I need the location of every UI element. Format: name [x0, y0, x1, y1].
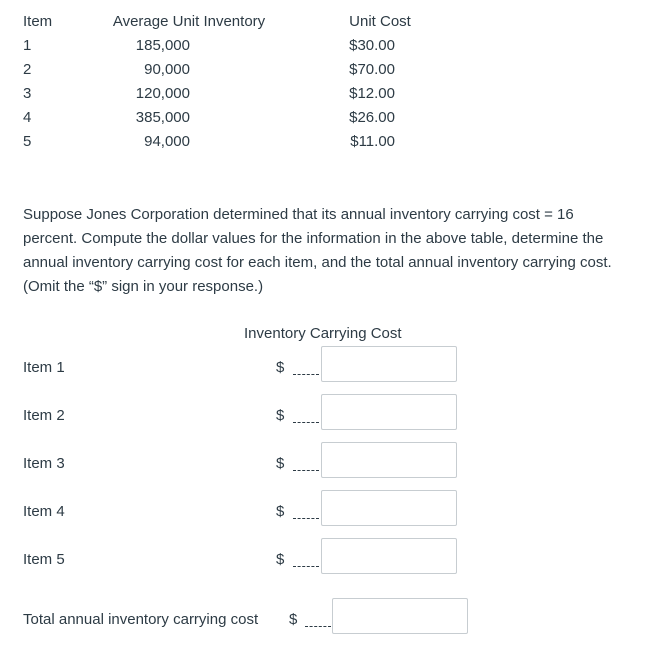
row-avg-inventory: 120,000	[135, 85, 190, 102]
carrying-cost-header: Inventory Carrying Cost	[244, 325, 402, 342]
row-item: 2	[23, 61, 32, 78]
item-5-carrying-cost-input[interactable]	[321, 538, 457, 574]
dash-underline	[293, 518, 319, 519]
dash-underline	[293, 422, 319, 423]
row-item: 1	[23, 37, 32, 54]
row-unit-cost: $26.00	[349, 109, 395, 126]
row-avg-inventory: 185,000	[135, 37, 190, 54]
item-2-label: Item 2	[23, 407, 65, 424]
dollar-sign: $	[276, 455, 285, 472]
total-carrying-cost-input[interactable]	[332, 598, 468, 634]
total-label: Total annual inventory carrying cost	[23, 611, 259, 628]
dash-underline	[305, 626, 331, 627]
row-unit-cost: $30.00	[349, 37, 395, 54]
row-unit-cost: $12.00	[349, 85, 395, 102]
dollar-sign: $	[289, 611, 298, 628]
row-item: 5	[23, 133, 32, 150]
item-4-carrying-cost-input[interactable]	[321, 490, 457, 526]
dollar-sign: $	[276, 503, 285, 520]
item-4-label: Item 4	[23, 503, 65, 520]
dollar-sign: $	[276, 551, 285, 568]
dollar-sign: $	[276, 407, 285, 424]
item-5-label: Item 5	[23, 551, 65, 568]
dash-underline	[293, 566, 319, 567]
row-item: 4	[23, 109, 32, 126]
row-unit-cost: $70.00	[349, 61, 395, 78]
dash-underline	[293, 374, 319, 375]
item-3-label: Item 3	[23, 455, 65, 472]
row-avg-inventory: 94,000	[144, 133, 190, 150]
row-avg-inventory: 90,000	[144, 61, 190, 78]
item-3-carrying-cost-input[interactable]	[321, 442, 457, 478]
item-1-carrying-cost-input[interactable]	[321, 346, 457, 382]
header-unit-cost: Unit Cost	[349, 13, 411, 30]
row-unit-cost: $11.00	[350, 133, 395, 150]
question-text: Suppose Jones Corporation determined that its annual inventory carrying cost = 16 percent. Compute the dollar values for the information in the above table, determine the annual inventory carrying cost for each item, and the total annual inventory carrying cost. (Omit the “$” sign in your response.)	[23, 206, 612, 295]
header-average-unit-inventory: Average Unit Inventory	[112, 13, 266, 30]
header-item: Item	[23, 13, 53, 30]
dollar-sign: $	[276, 359, 285, 376]
item-1-label: Item 1	[23, 359, 65, 376]
dash-underline	[293, 470, 319, 471]
item-2-carrying-cost-input[interactable]	[321, 394, 457, 430]
row-avg-inventory: 385,000	[135, 109, 190, 126]
row-item: 3	[23, 85, 32, 102]
